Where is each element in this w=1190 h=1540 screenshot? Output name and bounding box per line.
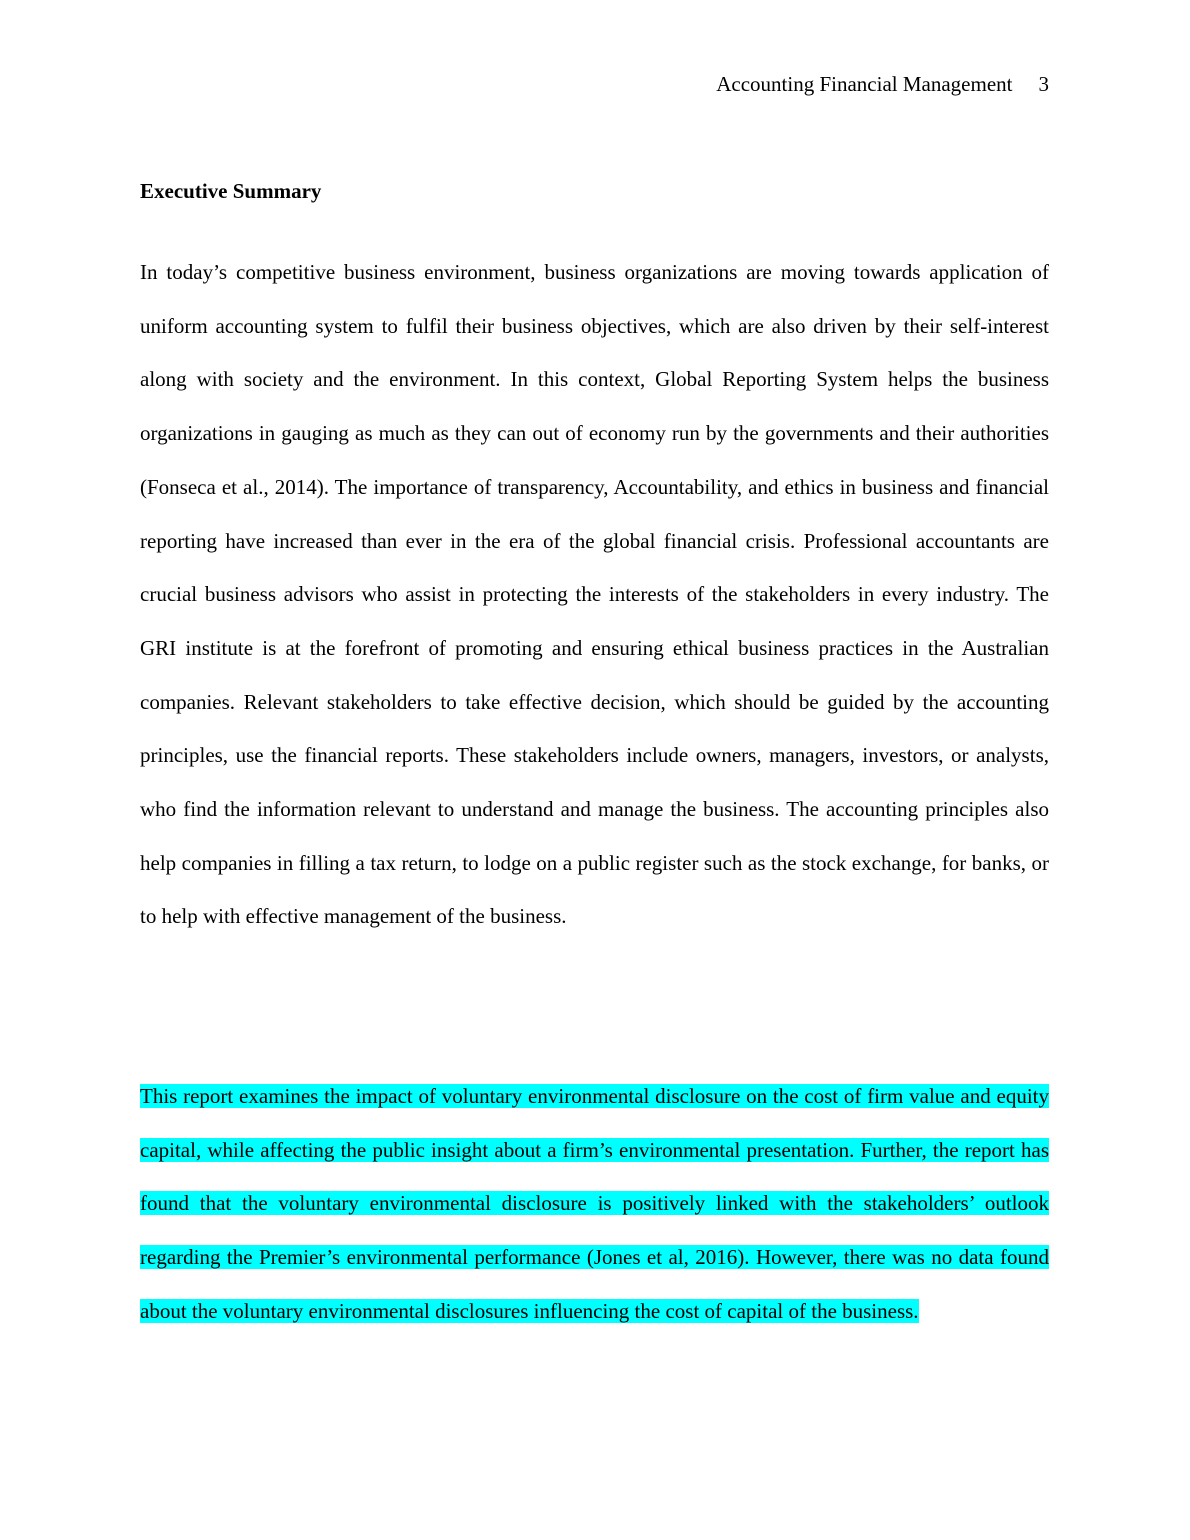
page-number: 3 [1038, 72, 1049, 96]
body-paragraph-1: In today’s competitive business environment, business organizations are moving towards application of uniform accounting system to fulfil their business objectives, which are also driven by their self-interest along with society and the environment. In this context, Global Reporting System helps the business organizations in gauging as much as they can out of economy run by the governments and their authorities (Fonseca et al., 2014). The importance of transparency, Accountability, and ethics in business and financial reporting have increased than ever in the era of the global financial crisis. Professional accountants are crucial business advisors who assist in protecting the interests of the stakeholders in every industry. The GRI institute is at the forefront of promoting and ensuring ethical business practices in the Australian companies. Relevant stakeholders to take effective decision, which should be guided by the accounting principles, use the financial reports. These stakeholders include owners, managers, investors, or analysts, who find the information relevant to understand and manage the business. The accounting principles also help companies in filling a tax return, to lodge on a public register such as the stock exchange, for banks, or to help with effective management of the business. [140, 260, 1049, 929]
highlighted-text: This report examines the impact of voluntary environmental disclosure on the cost of firm value and equity capital, while affecting the public insight about a firm’s environmental presentation. Further, the report has found that the voluntary environmental disclosure is positively linked with the stakeholders’ outlook regarding the Premier’s environmental performance (Jones et al, 2016). However, there was no data found about the voluntary environmental disclosures influencing the cost of capital of the business. [140, 1084, 1049, 1323]
running-header [716, 70, 1049, 98]
body-paragraph-2-highlighted [140, 1070, 1049, 1339]
section-heading: Executive Summary [140, 179, 322, 203]
running-title: Accounting Financial Management [716, 72, 1013, 96]
